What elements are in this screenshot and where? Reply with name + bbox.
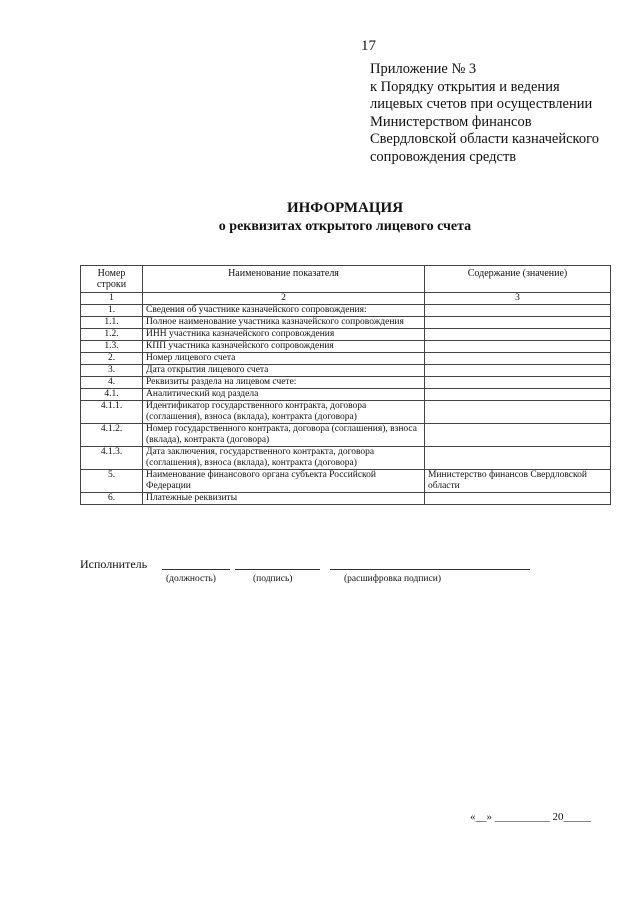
indicator-name: Полное наименование участника казначейского сопровождения <box>143 317 425 329</box>
table-row <box>81 493 611 505</box>
row-number: 4.1. <box>81 389 143 401</box>
indicator-value <box>425 305 611 317</box>
row-number: 4. <box>81 377 143 389</box>
indicator-value <box>425 447 611 470</box>
row-number: 1.1. <box>81 317 143 329</box>
header-row-number: Номер строки <box>81 266 143 293</box>
column-number: 2 <box>143 293 425 305</box>
table-row <box>81 305 611 317</box>
indicator-value <box>425 401 611 424</box>
row-number: 5. <box>81 470 143 493</box>
indicator-name: Аналитический код раздела <box>143 389 425 401</box>
indicator-value <box>425 329 611 341</box>
table-row <box>81 329 611 341</box>
indicator-value <box>425 377 611 389</box>
indicator-name: Реквизиты раздела на лицевом счете: <box>143 377 425 389</box>
row-number: 1.2. <box>81 329 143 341</box>
header-value: Содержание (значение) <box>425 266 611 293</box>
appendix-line: лицевых счетов при осуществлении <box>370 96 593 112</box>
table-row <box>81 401 611 424</box>
indicator-value <box>425 341 611 353</box>
column-number: 3 <box>425 293 611 305</box>
row-number: 1.3. <box>81 341 143 353</box>
column-number-row <box>81 293 611 305</box>
indicator-name: Дата заключения, государственного контракта, договора (соглашения), взноса (вклада), контракта (договора) <box>143 447 425 470</box>
row-number: 4.1.2. <box>81 424 143 447</box>
decoding-line <box>330 569 530 570</box>
executor-label: Исполнитель <box>80 557 148 571</box>
document-title: ИНФОРМАЦИЯ <box>286 200 404 216</box>
appendix-line: Приложение № 3 <box>370 61 477 77</box>
table-header-row <box>81 266 611 293</box>
appendix-line: Министерством финансов <box>370 113 532 130</box>
table-row <box>81 470 611 493</box>
appendix-line: к Порядку открытия и ведения <box>370 78 560 95</box>
indicator-name: Наименование финансового органа субъекта Российской Федерации <box>143 470 425 493</box>
table-row <box>81 447 611 470</box>
indicator-name: Номер государственного контракта, договора (соглашения), взноса (вклада), контракта (договора) <box>143 424 425 447</box>
table-row <box>81 424 611 447</box>
signature-line <box>235 569 320 570</box>
appendix-line: сопровождения средств <box>370 148 517 165</box>
indicator-value <box>425 353 611 365</box>
date-line: «__» __________ 20_____ <box>470 811 591 823</box>
table-row <box>81 365 611 377</box>
decoding-caption: (расшифровка подписи) <box>344 574 441 584</box>
table-row <box>81 353 611 365</box>
indicator-value <box>425 389 611 401</box>
indicator-value <box>425 365 611 377</box>
indicator-name: Номер лицевого счета <box>143 353 425 365</box>
table-row <box>81 341 611 353</box>
indicator-value <box>425 317 611 329</box>
table-row <box>81 317 611 329</box>
indicator-name: Сведения об участнике казначейского сопровождения: <box>143 305 425 317</box>
row-number: 2. <box>81 353 143 365</box>
appendix-line: Свердловской области казначейского <box>370 131 599 147</box>
indicator-name: ИНН участника казначейского сопровождения <box>143 329 425 341</box>
position-caption: (должность) <box>166 574 216 584</box>
position-line <box>162 569 230 570</box>
row-number: 6. <box>81 493 143 505</box>
table-row <box>81 389 611 401</box>
indicator-value <box>425 493 611 505</box>
row-number: 4.1.3. <box>81 447 143 470</box>
table-row <box>81 377 611 389</box>
indicator-name: КПП участника казначейского сопровождения <box>143 341 425 353</box>
row-number: 3. <box>81 365 143 377</box>
row-number: 4.1.1. <box>81 401 143 424</box>
header-indicator-name: Наименование показателя <box>143 266 425 293</box>
indicator-name: Идентификатор государственного контракта, договора (соглашения), взноса (вклада), контракта (договора) <box>143 401 425 424</box>
indicator-name: Дата открытия лицевого счета <box>143 365 425 377</box>
document-subtitle: о реквизитах открытого лицевого счета <box>218 219 472 234</box>
page-number: 17 <box>361 38 376 54</box>
row-number: 1. <box>81 305 143 317</box>
requisites-table <box>80 265 611 505</box>
signature-caption: (подпись) <box>253 574 293 584</box>
appendix-block <box>370 61 632 166</box>
column-number: 1 <box>81 293 143 305</box>
indicator-value <box>425 424 611 447</box>
indicator-name: Платежные реквизиты <box>143 493 425 505</box>
indicator-value: Министерство финансов Свердловской области <box>425 470 611 493</box>
